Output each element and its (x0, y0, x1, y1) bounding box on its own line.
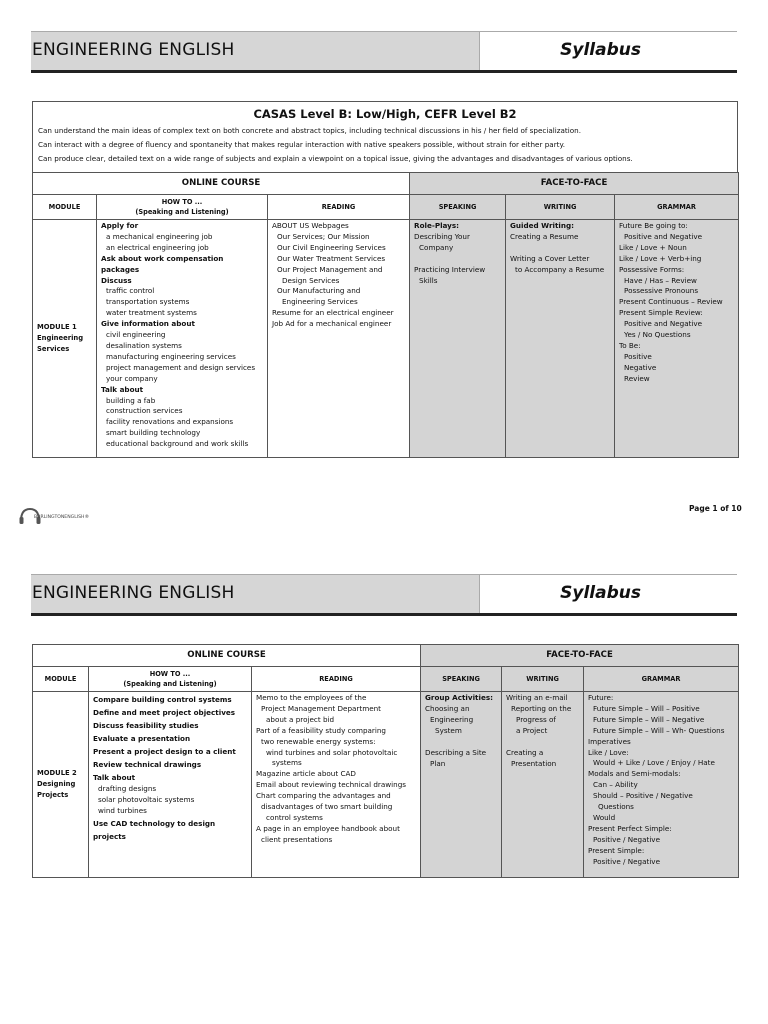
column-howto: HOW TO ... (Speaking and Listening) (97, 195, 268, 220)
syllabus-table-page2 (32, 644, 739, 878)
level-line-3: Can produce clear, detailed text on a wide range of subjects and explain a viewpoint on a topical issue, giving the advantages and disadvantages of various options. (38, 154, 633, 163)
writing-cell: Guided Writing: Creating a Resume Writing a Cover Letter to Accompany a Resume (506, 220, 615, 458)
header-subtitle-box (479, 32, 737, 70)
face-to-face-heading: FACE-TO-FACE (410, 173, 739, 195)
speaking-cell: Group Activities: Choosing an Engineering System Describing a Site Plan (421, 692, 502, 878)
burlington-english-logo (18, 505, 98, 527)
column-grammar: GRAMMAR (615, 195, 739, 220)
column-reading: READING (252, 667, 421, 692)
page2-header (31, 574, 737, 614)
grammar-cell: Future Be going to: Positive and Negative Like / Love + Noun Like / Love + Verb+ing Possessive Forms: Have / Has – Review Possessive Pronouns Present Continuous – Review Present Simple Review: Positive and Negative Yes / No Questions To Be: Positive Negative Review (615, 220, 739, 458)
howto-cell: Compare building control systems Define and meet project objectives Discuss feasibility studies Evaluate a presentation Present a project design to a client Review technical drawings Talk about drafting designs solar photovoltaic systems wind turbines Use CAD technology to design projects (89, 692, 252, 878)
column-grammar: GRAMMAR (584, 667, 739, 692)
header-subtitle-box (479, 575, 737, 613)
svg-text:BURLINGTONENGLISH®: BURLINGTONENGLISH® (34, 515, 90, 520)
reading-cell: Memo to the employees of the Project Management Department about a project bid Part of a feasibility study comparing two renewable energy systems: wind turbines and solar photovoltaic systems Magazine article about CAD Email about reviewing technical drawings Chart comparing the advantages and disadvantages of two smart building control systems A page in an employee handbook about client presentations (252, 692, 421, 878)
header-title-bar (31, 32, 479, 70)
header-title-bar (31, 575, 479, 613)
column-reading: READING (268, 195, 410, 220)
document-subtitle: Syllabus (560, 40, 641, 60)
column-writing: WRITING (506, 195, 615, 220)
module-cell: MODULE 2 Designing Projects (33, 692, 89, 878)
level-heading: CASAS Level B: Low/High, CEFR Level B2 (253, 107, 517, 121)
header-rule (31, 613, 737, 616)
document-title: ENGINEERING ENGLISH (32, 40, 235, 60)
face-to-face-heading: FACE-TO-FACE (421, 645, 739, 667)
document-title: ENGINEERING ENGLISH (32, 583, 235, 603)
level-line-1: Can understand the main ideas of complex text on both concrete and abstract topics, including technical discussions in his / her field of specialization. (38, 126, 581, 135)
page1-header (31, 31, 737, 71)
column-speaking: SPEAKING (421, 667, 502, 692)
module-cell: MODULE 1 Engineering Services (33, 220, 97, 458)
column-writing: WRITING (502, 667, 584, 692)
grammar-cell: Future: Future Simple – Will – Positive Future Simple – Will – Negative Future Simple – Will – Wh- Questions Imperatives Like / Love: Would + Like / Love / Enjoy / Hate Modals and Semi-modals: Can – Ability Should – Positive / Negative Questions Would Present Perfect Simple: Positive / Negative Present Simple: Positive / Negative (584, 692, 739, 878)
writing-cell: Writing an e-mail Reporting on the Progress of a Project Creating a Presentation (502, 692, 584, 878)
document-subtitle: Syllabus (560, 583, 641, 603)
reading-cell: ABOUT US Webpages Our Services; Our Mission Our Civil Engineering Services Our Water Treatment Services Our Project Management and Design Services Our Manufacturing and Engineering Services Resume for an electrical engineer Job Ad for a mechanical engineer (268, 220, 410, 458)
page-number: Page 1 of 10 (689, 504, 742, 513)
header-rule (31, 70, 737, 73)
online-course-heading: ONLINE COURSE (33, 645, 421, 667)
level-line-2: Can interact with a degree of fluency and spontaneity that makes regular interaction with native speakers possible, without strain for either party. (38, 140, 565, 149)
howto-cell: Apply for a mechanical engineering job an electrical engineering job Ask about work compensation packages Discuss traffic control transportation systems water treatment systems Give information about civil engineering desalination systems manufacturing engineering services project management and design services your company Talk about building a fab construction services facility renovations and expansions smart building technology educational background and work skills (97, 220, 268, 458)
speaking-cell: Role-Plays: Describing Your Company Practicing Interview Skills (410, 220, 506, 458)
online-course-heading: ONLINE COURSE (33, 173, 410, 195)
column-howto: HOW TO ... (Speaking and Listening) (89, 667, 252, 692)
column-module: MODULE (33, 667, 89, 692)
column-speaking: SPEAKING (410, 195, 506, 220)
logo-headphones-icon (18, 505, 98, 527)
column-module: MODULE (33, 195, 97, 220)
syllabus-table-page1 (32, 172, 739, 458)
level-description (32, 101, 738, 172)
